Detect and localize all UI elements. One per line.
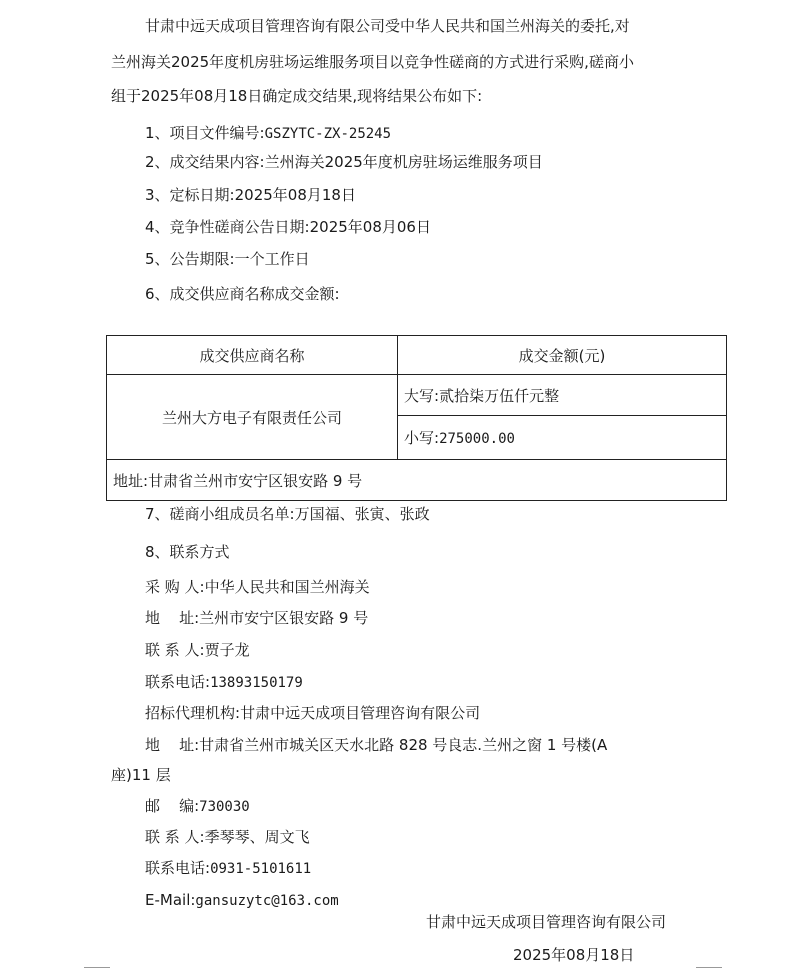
supplier-address xyxy=(107,460,727,501)
item-value: 一个工作日 xyxy=(234,250,310,268)
purchaser-phone-label: 联系电话: xyxy=(145,673,211,691)
agency-contact-label: 联 系 人: xyxy=(145,828,205,846)
amount-lower xyxy=(398,416,727,460)
intro-line-1: 甘肃中远天成项目管理咨询有限公司受中华人民共和国兰州海关的委托,对 xyxy=(145,17,630,35)
signature-date: 2025年08月18日 xyxy=(513,946,635,964)
amount-lower-value: 275000.00 xyxy=(439,431,515,448)
purchaser-phone-value: 13893150179 xyxy=(210,675,303,691)
item-supplier-amount xyxy=(145,284,340,304)
email-label: E-Mail: xyxy=(145,891,196,909)
panel-value: 万国福、张寅、张政 xyxy=(294,505,430,523)
agency-phone-label: 联系电话: xyxy=(145,859,211,877)
agency-value: 甘肃中远天成项目管理咨询有限公司 xyxy=(240,704,481,722)
purchaser-contact xyxy=(145,640,250,660)
panel-label: 7、磋商小组成员名单: xyxy=(145,505,295,523)
agency-phone-value: 0931-5101611 xyxy=(210,861,312,877)
intro-line-2: 兰州海关2025年度机房驻场运维服务项目以竞争性磋商的方式进行采购,磋商小 xyxy=(111,53,634,71)
agency-postcode-value: 730030 xyxy=(199,799,250,815)
purchaser-label: 采 购 人: xyxy=(145,578,205,596)
item-award-date xyxy=(145,185,356,205)
amount-upper-label: 大写: xyxy=(404,386,440,405)
purchaser-contact-label: 联 系 人: xyxy=(145,641,205,659)
item-notice-period xyxy=(145,249,310,269)
purchaser-phone xyxy=(145,672,303,693)
purchaser-address-value: 兰州市安宁区银安路 9 号 xyxy=(199,609,369,627)
address-value: 甘肃省兰州市安宁区银安路 9 号 xyxy=(148,471,363,490)
amount-lower-label: 小写: xyxy=(404,429,440,448)
agency xyxy=(145,703,480,723)
purchaser-value: 中华人民共和国兰州海关 xyxy=(204,578,370,596)
contact-heading: 8、联系方式 xyxy=(145,543,230,561)
item-label: 5、公告期限: xyxy=(145,250,235,268)
header-amount: 成交金额(元) xyxy=(398,336,727,375)
panel-members xyxy=(145,504,430,524)
agency-postcode-label: 邮 编: xyxy=(145,797,200,815)
agency-contact-value: 季琴琴、周文飞 xyxy=(204,828,310,846)
purchaser-contact-value: 贾子龙 xyxy=(204,641,250,659)
purchaser xyxy=(145,577,370,597)
item-notice-date xyxy=(145,217,431,237)
item-value: 2025年08月18日 xyxy=(234,186,356,204)
intro-line-3: 组于2025年08月18日确定成交结果,现将结果公布如下: xyxy=(111,87,483,105)
supplier-name: 兰州大方电子有限责任公司 xyxy=(107,375,398,460)
agency-address-label: 地 址: xyxy=(145,736,200,754)
agency-postcode xyxy=(145,796,250,817)
agency-phone xyxy=(145,858,311,879)
email-value: gansuzytc@163.com xyxy=(195,893,339,909)
item-value: GSZYTC-ZX-25245 xyxy=(264,126,392,142)
item-result-content xyxy=(145,152,543,172)
item-label: 6、成交供应商名称成交金额: xyxy=(145,285,340,303)
header-supplier: 成交供应商名称 xyxy=(107,336,398,375)
item-label: 1、项目文件编号: xyxy=(145,124,265,142)
amount-upper xyxy=(398,375,727,416)
signature-company: 甘肃中远天成项目管理咨询有限公司 xyxy=(426,913,667,931)
purchaser-address xyxy=(145,608,368,628)
result-table xyxy=(106,335,727,501)
item-value: 兰州海关2025年度机房驻场运维服务项目 xyxy=(264,153,543,171)
agency-address-value: 甘肃省兰州市城关区天水北路 828 号良志.兰州之窗 1 号楼(A xyxy=(199,736,608,754)
agency-label: 招标代理机构: xyxy=(145,704,241,722)
agency-contact xyxy=(145,827,310,847)
address-label: 地址: xyxy=(113,471,149,490)
item-file-number xyxy=(145,123,391,144)
item-label: 4、竞争性磋商公告日期: xyxy=(145,218,310,236)
amount-upper-value: 贰拾柒万伍仟元整 xyxy=(439,386,560,405)
agency-address xyxy=(145,735,607,755)
item-value: 2025年08月06日 xyxy=(309,218,431,236)
item-label: 3、定标日期: xyxy=(145,186,235,204)
item-label: 2、成交结果内容: xyxy=(145,153,265,171)
agency-address-continued: 座)11 层 xyxy=(111,766,171,784)
purchaser-address-label: 地 址: xyxy=(145,609,200,627)
agency-email xyxy=(145,890,339,911)
